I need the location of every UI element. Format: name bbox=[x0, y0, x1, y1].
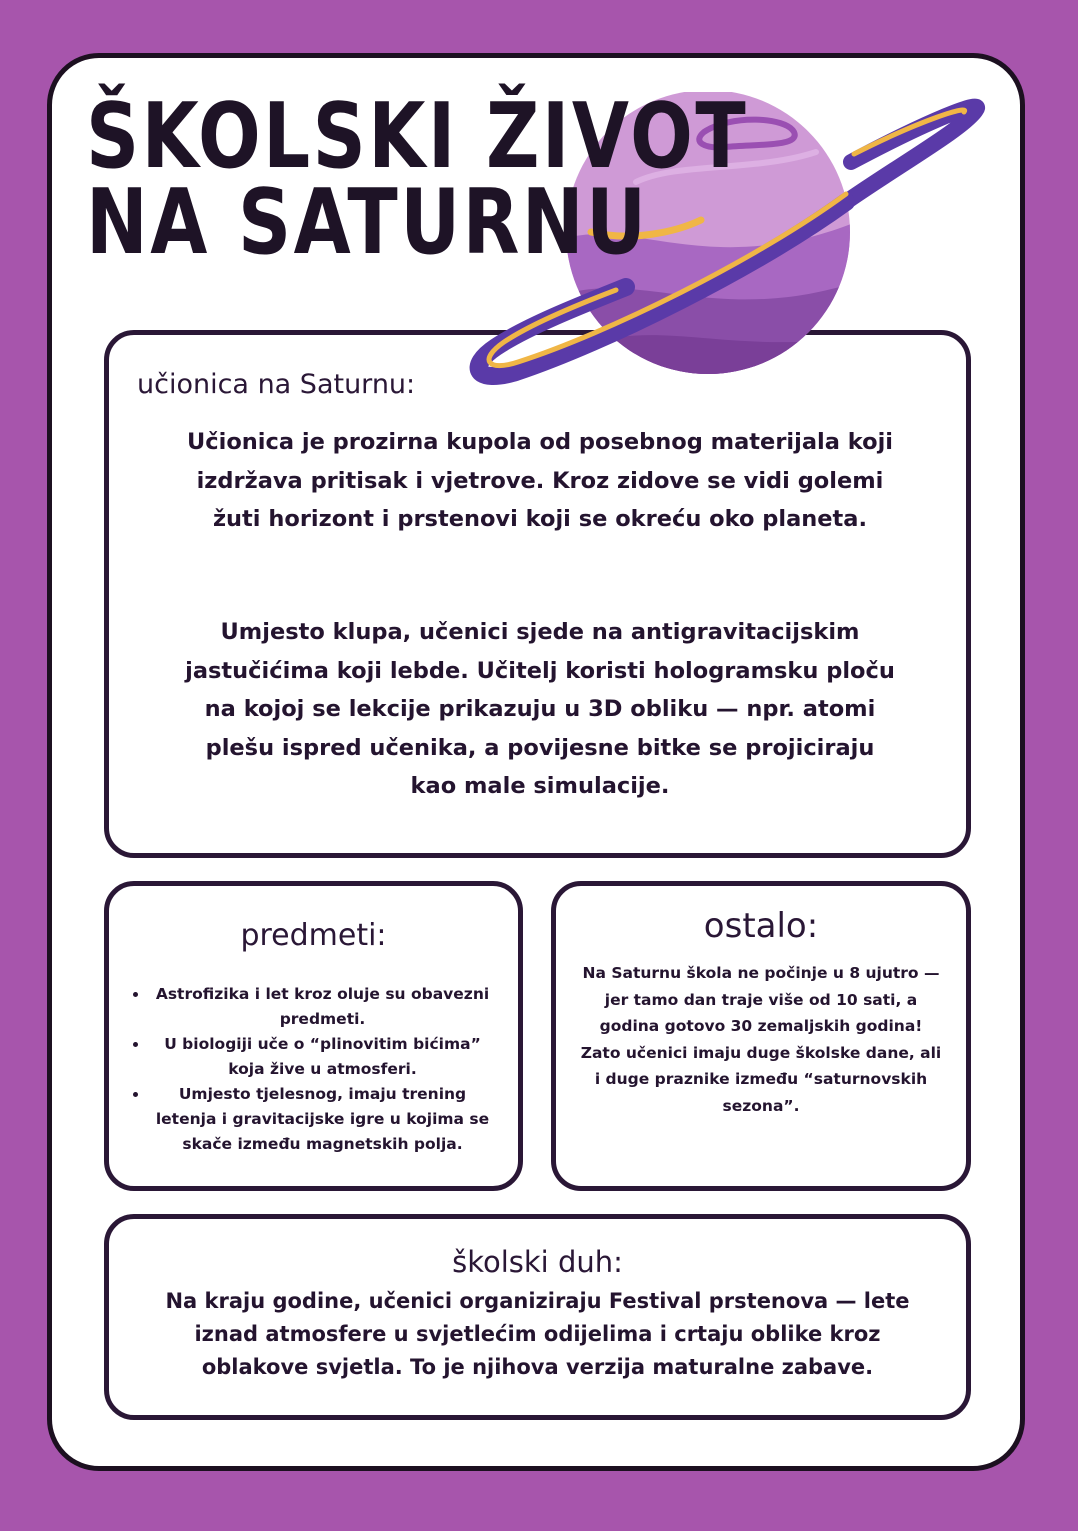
spirit-label: školski duh: bbox=[452, 1245, 623, 1279]
page-title bbox=[86, 84, 749, 275]
list-item: • U biologiji uče o “plinovitim bićima” koja žive u atmosferi. bbox=[149, 1032, 496, 1082]
list-item: • Umjesto tjelesnog, imaju trening letenja i gravitacijske igre u kojima se skače između magnetskih polja. bbox=[149, 1082, 496, 1157]
subjects-box bbox=[104, 881, 523, 1191]
other-label: ostalo: bbox=[703, 906, 819, 946]
list-item: • Astrofizika i let kroz oluje su obavezni predmeti. bbox=[149, 982, 496, 1032]
classroom-paragraph-2: Umjesto klupa, učenici sjede na antigravitacijskim jastučićima koji lebde. Učitelj koristi hologramsku ploču na kojoj se lekcije prikazuju u 3D obliku — npr. atomi plešu ispred učenika, a povijesne bitke se projiciraju kao male simulacije. bbox=[185, 619, 895, 799]
classroom-label: učionica na Saturnu: bbox=[137, 369, 416, 400]
subjects-list bbox=[129, 982, 496, 1157]
other-box bbox=[551, 881, 971, 1191]
classroom-box bbox=[104, 330, 971, 858]
spirit-text: Na kraju godine, učenici organiziraju Festival prstenova — lete iznad atmosfere u svjetlećim odijelima i crtaju oblike kroz oblakove svjetla. To je njihova verzija maturalne zabave. bbox=[165, 1289, 910, 1379]
ring-back-icon bbox=[846, 107, 977, 202]
spirit-box bbox=[104, 1214, 971, 1420]
subjects-label: predmeti: bbox=[240, 918, 387, 953]
title-line-2: NA SATURNU bbox=[86, 170, 649, 275]
other-text: Na Saturnu škola ne počinje u 8 ujutro — jer tamo dan traje više od 10 sati, a godina gotovo 30 zemaljskih godina! Zato učenici imaju duge školske dane, ali i duge praznike između “saturnovskih sezona”. bbox=[580, 964, 942, 1115]
title-line-1: ŠKOLSKI ŽIVOT bbox=[86, 84, 749, 189]
classroom-paragraph-1: Učionica je prozirna kupola od posebnog materijala koji izdržava pritisak i vjetrove. Kroz zidove se vidi golemi žuti horizont i prstenovi koji se okreću oko planeta. bbox=[187, 429, 893, 532]
